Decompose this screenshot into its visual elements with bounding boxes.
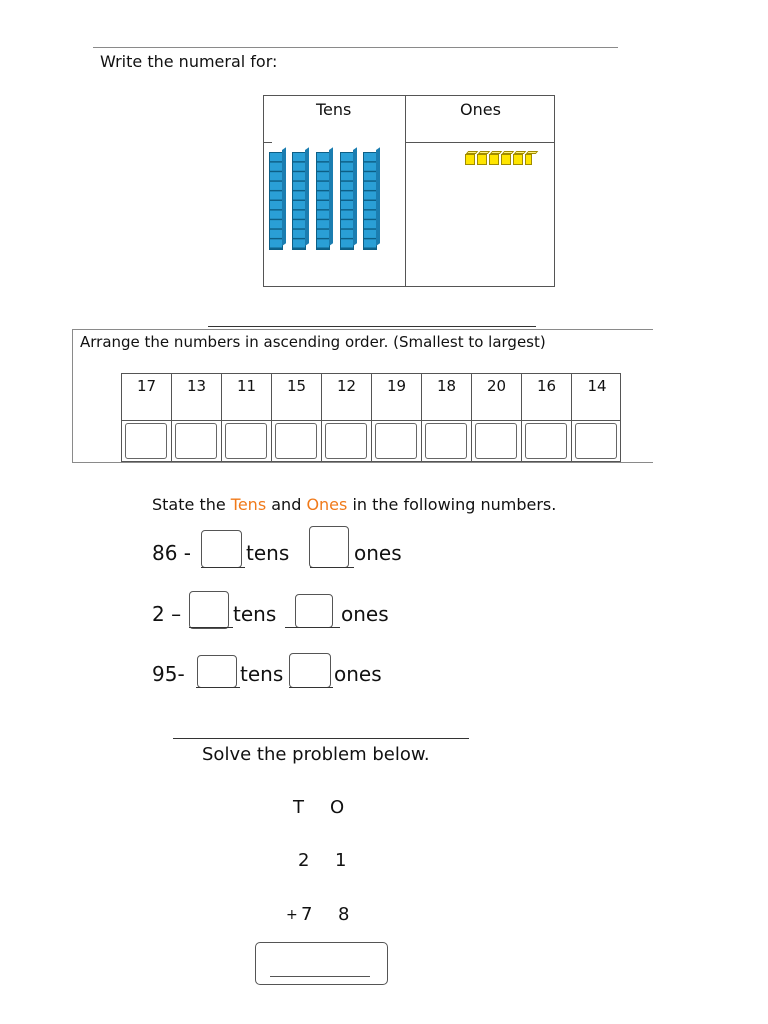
ones-answer-line	[310, 567, 354, 568]
number-cell: 11	[222, 374, 272, 420]
number-cell: 20	[472, 374, 522, 420]
one-cube	[513, 154, 523, 165]
order-answer-box[interactable]	[275, 423, 317, 459]
row-ones-label: ones	[341, 602, 389, 626]
row-tens-label: tens	[246, 541, 290, 565]
heading-tens: Tens	[230, 495, 267, 514]
ones-column-header: O	[330, 797, 345, 818]
sum-answer-line	[270, 976, 370, 977]
tens-answer-line	[196, 687, 240, 688]
order-answer-box[interactable]	[375, 423, 417, 459]
one-cube	[501, 154, 511, 165]
ten-rod	[316, 152, 330, 250]
row-number: 86 -	[152, 541, 192, 565]
one-cube	[525, 154, 532, 165]
order-answer-box[interactable]	[175, 423, 217, 459]
sum-answer-box[interactable]	[255, 942, 388, 985]
order-answer-box[interactable]	[575, 423, 617, 459]
heading-ones: Ones	[306, 495, 348, 514]
ten-rod	[269, 152, 283, 250]
number-cell: 15	[272, 374, 322, 420]
order-answer-box[interactable]	[125, 423, 167, 459]
row-ones-label: ones	[334, 662, 382, 686]
chart-divider	[405, 96, 406, 286]
addend2-ones: 8	[338, 904, 350, 925]
one-cube	[477, 154, 487, 165]
addend1-ones: 1	[335, 850, 347, 871]
chart-ones-rule	[405, 142, 555, 143]
section4-top-rule	[173, 738, 469, 739]
one-cube	[489, 154, 499, 165]
addend1-tens: 2	[298, 850, 310, 871]
ones-answer-line	[289, 687, 333, 688]
tens-answer-box[interactable]	[197, 655, 237, 688]
number-cell: 17	[122, 374, 172, 420]
numbers-table	[121, 373, 621, 462]
section2-top-rule	[208, 326, 536, 327]
heading-part: and	[266, 495, 307, 514]
ones-answer-box[interactable]	[289, 653, 331, 688]
chart-left-tick	[264, 142, 272, 143]
order-answer-box[interactable]	[425, 423, 467, 459]
ones-answer-line	[285, 627, 340, 628]
numeral-heading: Write the numeral for:	[100, 52, 278, 71]
ten-rod	[363, 152, 377, 250]
number-cell: 12	[322, 374, 372, 420]
section2-frame-top	[72, 329, 653, 330]
row-tens-label: tens	[233, 602, 277, 626]
row-tens-label: tens	[240, 662, 284, 686]
tens-answer-line	[189, 627, 233, 628]
tens-ones-heading	[152, 495, 556, 514]
order-answer-box[interactable]	[525, 423, 567, 459]
tens-answer-box[interactable]	[201, 530, 242, 568]
order-answer-box[interactable]	[225, 423, 267, 459]
ten-rod	[292, 152, 306, 250]
number-cell: 16	[522, 374, 572, 420]
number-cell: 19	[372, 374, 422, 420]
section2-frame-left	[72, 329, 73, 463]
ascending-heading: Arrange the numbers in ascending order. (Smallest to largest)	[80, 333, 546, 351]
number-cell: 14	[587, 377, 607, 395]
plus-operator: +	[286, 907, 298, 923]
heading-part: in the following numbers.	[347, 495, 557, 514]
ones-answer-box[interactable]	[295, 594, 333, 628]
section2-frame-bottom	[72, 462, 653, 463]
top-divider	[93, 47, 618, 48]
ten-rod	[340, 152, 354, 250]
heading-part: State the	[152, 495, 231, 514]
place-value-chart	[263, 95, 555, 287]
ones-answer-box[interactable]	[309, 526, 349, 568]
number-cell: 13	[172, 374, 222, 420]
tens-answer-line	[201, 567, 245, 568]
solve-heading: Solve the problem below.	[202, 744, 430, 765]
one-cube	[465, 154, 475, 165]
order-answer-box[interactable]	[475, 423, 517, 459]
ones-label: Ones	[460, 100, 501, 119]
tens-answer-box[interactable]	[189, 591, 229, 629]
row-ones-label: ones	[354, 541, 402, 565]
tens-column-header: T	[293, 797, 304, 818]
tens-label: Tens	[316, 100, 352, 119]
row-number: 2 –	[152, 602, 182, 626]
addend2-tens: 7	[301, 904, 313, 925]
row-number: 95-	[152, 662, 185, 686]
order-answer-box[interactable]	[325, 423, 367, 459]
number-cell: 18	[422, 374, 472, 420]
